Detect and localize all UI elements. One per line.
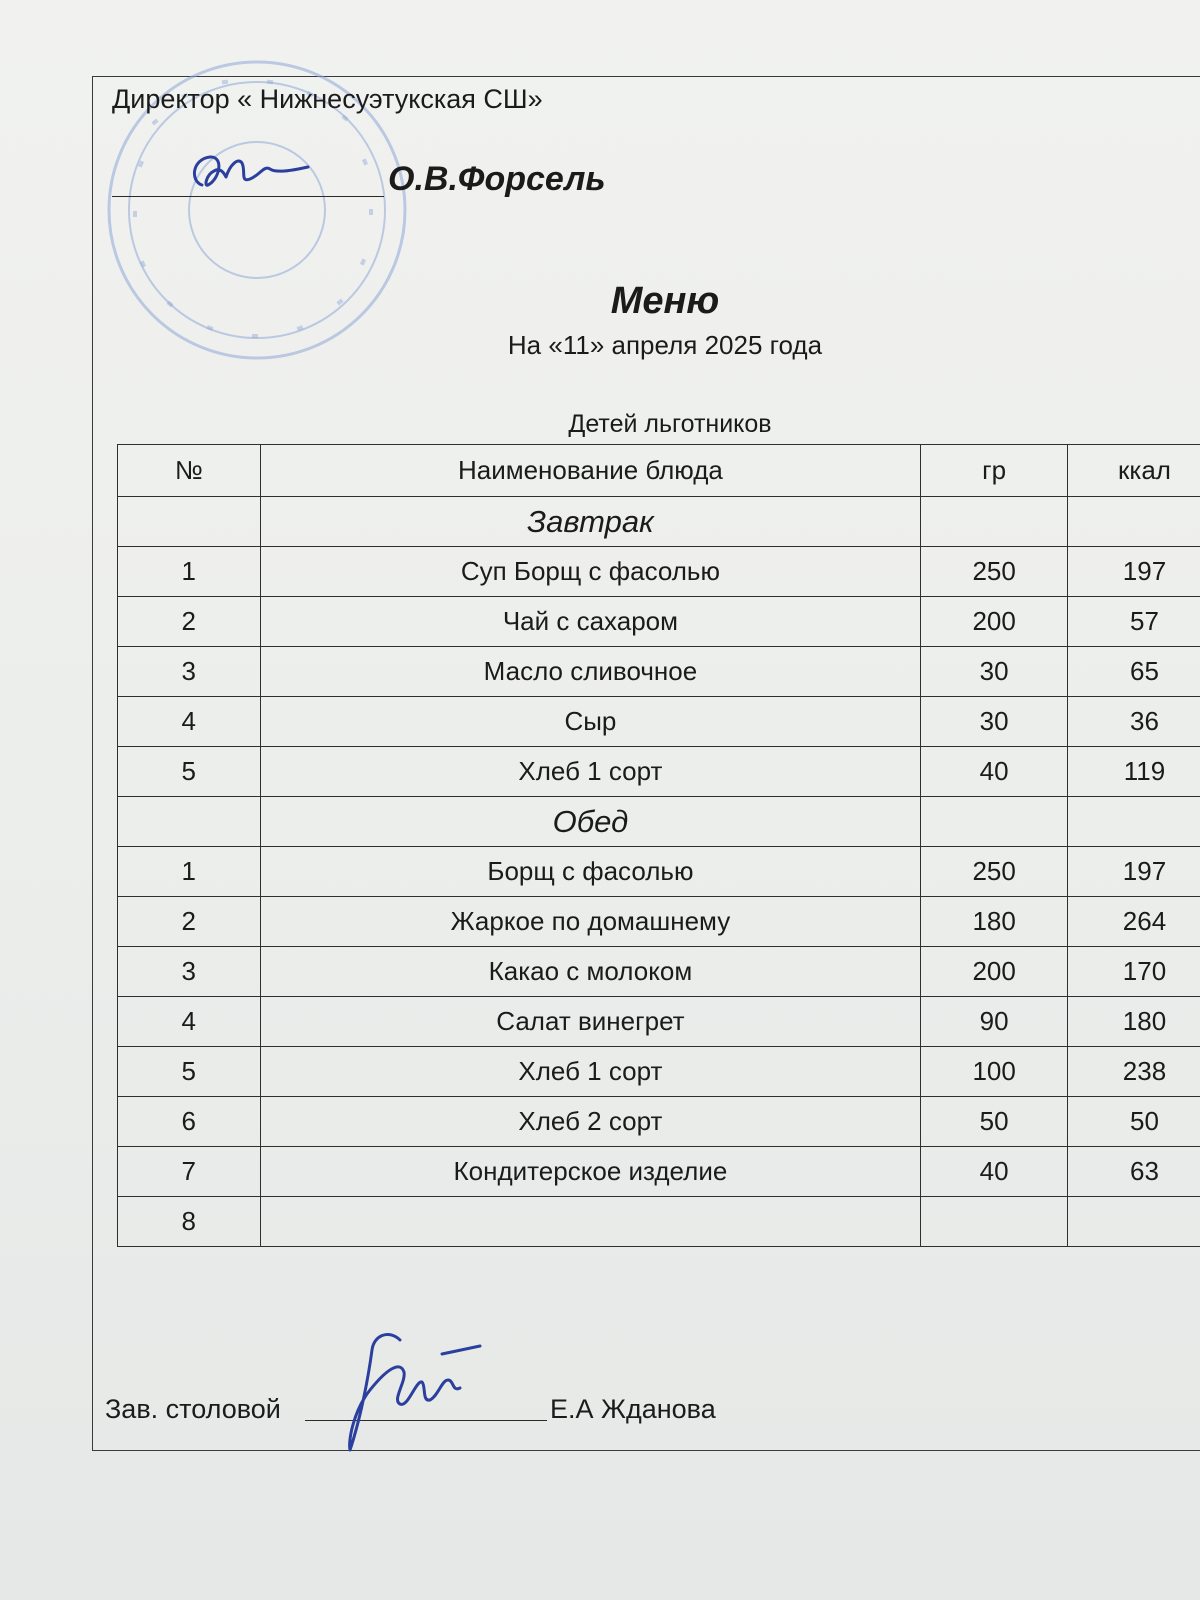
column-header-number: №: [118, 445, 261, 497]
section-title: Обед: [260, 797, 921, 847]
table-row: [118, 747, 1200, 797]
row-number: 1: [118, 847, 261, 897]
row-dish-name: Жаркое по домашнему: [260, 897, 921, 947]
document-title: Меню: [610, 280, 720, 322]
row-grams: [921, 1197, 1068, 1247]
row-dish-name: Масло сливочное: [260, 647, 921, 697]
canteen-head-label: Зав. столовой: [105, 1394, 281, 1424]
table-row: [118, 647, 1200, 697]
row-grams: 250: [921, 847, 1068, 897]
menu-table: [117, 444, 1200, 1247]
table-row: [118, 1197, 1200, 1247]
row-number: 3: [118, 947, 261, 997]
canteen-head-name: Е.А Жданова: [550, 1394, 716, 1424]
row-number: 5: [118, 747, 261, 797]
approver-title: Директор « Нижнесуэтукская СШ»: [112, 84, 543, 114]
row-number: 4: [118, 997, 261, 1047]
column-header-dish-name: Наименование блюда: [260, 445, 921, 497]
row-grams: 200: [921, 597, 1068, 647]
section-empty-cell: [1067, 497, 1200, 547]
table-row: [118, 847, 1200, 897]
document-date: На «11» апреля 2025 года: [507, 330, 823, 360]
row-number: 1: [118, 547, 261, 597]
row-grams: 180: [921, 897, 1068, 947]
section-title: Завтрак: [260, 497, 921, 547]
row-dish-name: Борщ с фасолью: [260, 847, 921, 897]
row-dish-name: Кондитерское изделие: [260, 1147, 921, 1197]
row-dish-name: Какао с молоком: [260, 947, 921, 997]
row-dish-name: Хлеб 1 сорт: [260, 1047, 921, 1097]
row-kcal: 63: [1067, 1147, 1200, 1197]
row-grams: 30: [921, 697, 1068, 747]
row-dish-name: Хлеб 1 сорт: [260, 747, 921, 797]
row-kcal: 197: [1067, 847, 1200, 897]
row-kcal: 57: [1067, 597, 1200, 647]
table-row: [118, 547, 1200, 597]
row-kcal: 264: [1067, 897, 1200, 947]
table-header-row: [118, 445, 1200, 497]
document-group: Детей льготников: [568, 410, 772, 438]
approver-name: О.В.Форсель: [388, 160, 606, 198]
section-empty-cell: [1067, 797, 1200, 847]
row-kcal: 170: [1067, 947, 1200, 997]
row-dish-name: Салат винегрет: [260, 997, 921, 1047]
section-empty-cell: [921, 497, 1068, 547]
row-grams: 200: [921, 947, 1068, 997]
column-header-kcal: ккал: [1067, 445, 1200, 497]
row-kcal: 36: [1067, 697, 1200, 747]
row-kcal: [1067, 1197, 1200, 1247]
row-number: 2: [118, 597, 261, 647]
row-dish-name: Чай с сахаром: [260, 597, 921, 647]
row-kcal: 197: [1067, 547, 1200, 597]
row-number: 7: [118, 1147, 261, 1197]
canteen-head-signature: [330, 1320, 490, 1460]
row-grams: 100: [921, 1047, 1068, 1097]
section-empty-cell: [118, 497, 261, 547]
column-header-grams: гр: [921, 445, 1068, 497]
section-empty-cell: [118, 797, 261, 847]
section-row-lunch: [118, 797, 1200, 847]
row-number: 8: [118, 1197, 261, 1247]
table-row: [118, 947, 1200, 997]
row-grams: 40: [921, 1147, 1068, 1197]
row-dish-name: Суп Борщ с фасолью: [260, 547, 921, 597]
row-kcal: 65: [1067, 647, 1200, 697]
director-signature: [180, 145, 320, 205]
row-kcal: 180: [1067, 997, 1200, 1047]
row-grams: 40: [921, 747, 1068, 797]
table-row: [118, 1097, 1200, 1147]
row-grams: 250: [921, 547, 1068, 597]
table-row: [118, 1047, 1200, 1097]
table-row: [118, 997, 1200, 1047]
row-dish-name: Хлеб 2 сорт: [260, 1097, 921, 1147]
row-kcal: 119: [1067, 747, 1200, 797]
row-number: 2: [118, 897, 261, 947]
row-dish-name: Сыр: [260, 697, 921, 747]
row-number: 3: [118, 647, 261, 697]
section-empty-cell: [921, 797, 1068, 847]
row-number: 6: [118, 1097, 261, 1147]
row-grams: 50: [921, 1097, 1068, 1147]
row-dish-name: [260, 1197, 921, 1247]
section-row-breakfast: [118, 497, 1200, 547]
row-number: 4: [118, 697, 261, 747]
table-row: [118, 697, 1200, 747]
row-grams: 90: [921, 997, 1068, 1047]
table-row: [118, 597, 1200, 647]
row-kcal: 238: [1067, 1047, 1200, 1097]
table-row: [118, 897, 1200, 947]
table-row: [118, 1147, 1200, 1197]
row-number: 5: [118, 1047, 261, 1097]
row-kcal: 50: [1067, 1097, 1200, 1147]
row-grams: 30: [921, 647, 1068, 697]
